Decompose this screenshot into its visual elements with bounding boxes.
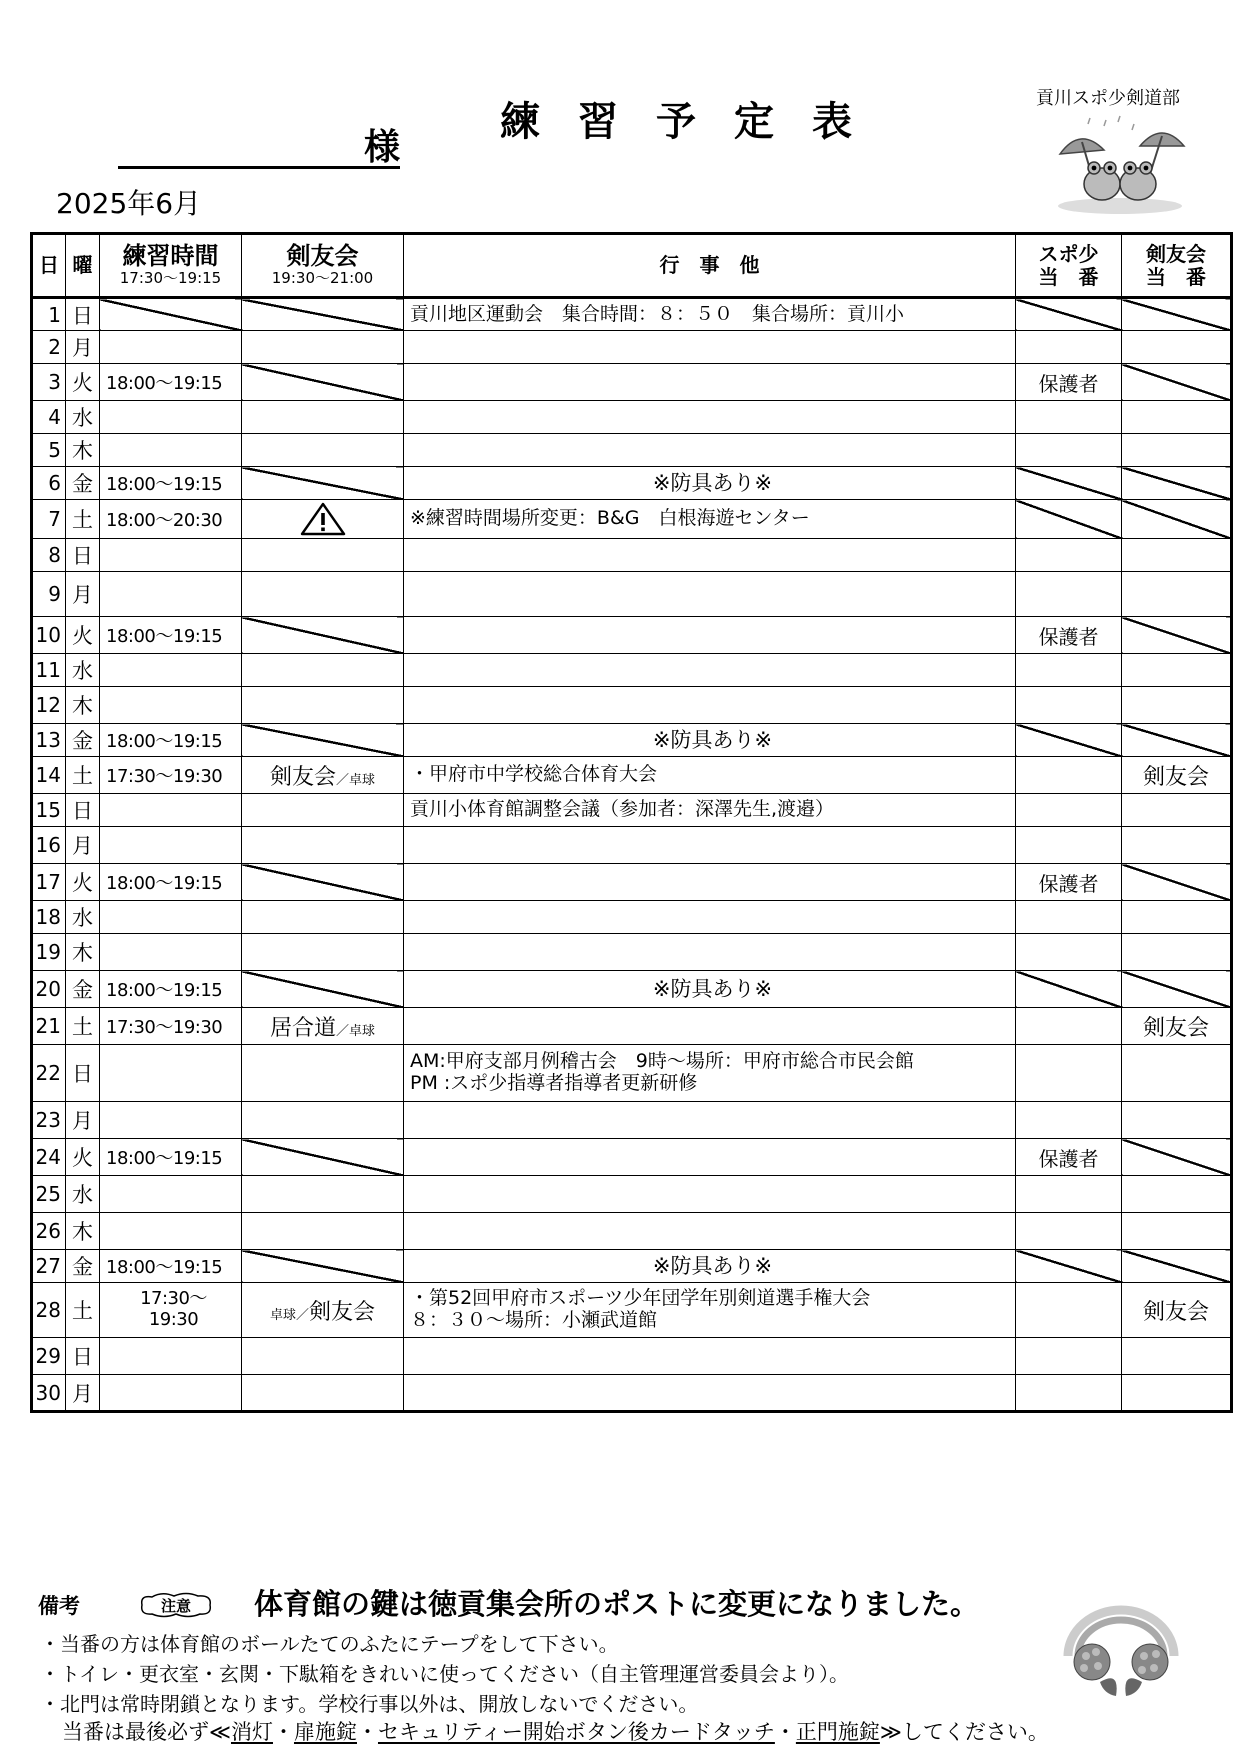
practice-time: 18:00～19:15: [100, 971, 242, 1008]
kenyu-duty-cell: [1122, 434, 1232, 467]
weekday: 日: [66, 1045, 100, 1102]
kenyu-kai-cell: [242, 434, 404, 467]
recipient-suffix: 様: [363, 127, 400, 168]
weekday: 木: [66, 934, 100, 971]
supo-duty-cell: [1016, 401, 1122, 434]
practice-time: [100, 687, 242, 724]
weekday: 月: [66, 1102, 100, 1139]
event-cell: [404, 1008, 1016, 1045]
kenyu-duty-cell: [1122, 934, 1232, 971]
kenyu-kai-sub: ／卓球: [336, 1023, 376, 1039]
kenyu-kai-cell: [242, 1139, 404, 1176]
practice-time: [100, 331, 242, 364]
event-cell: [404, 364, 1016, 401]
schedule-row: [32, 1139, 1232, 1176]
schedule-row: [32, 827, 1232, 864]
schedule-row: [32, 757, 1232, 794]
kenyu-duty-cell: 剣友会: [1122, 1008, 1232, 1045]
event-cell: [404, 572, 1016, 617]
practice-time: [100, 434, 242, 467]
kenyu-duty-cell: [1122, 971, 1232, 1008]
practice-time: [100, 1338, 242, 1375]
kenyu-kai-cell: [242, 864, 404, 901]
kenyu-duty-cell: [1122, 1213, 1232, 1250]
weekday: 火: [66, 864, 100, 901]
kenyu-kai-cell: [242, 971, 404, 1008]
weekday: 月: [66, 827, 100, 864]
kenyu-kai-cell: [242, 1176, 404, 1213]
weekday: 金: [66, 971, 100, 1008]
header-weekday: 曜: [66, 234, 100, 298]
schedule-row: [32, 724, 1232, 757]
weekday: 金: [66, 724, 100, 757]
practice-time: 17:30～19:30: [100, 757, 242, 794]
supo-duty-cell: [1016, 298, 1122, 331]
day-number: 27: [32, 1250, 66, 1283]
weekday: 水: [66, 654, 100, 687]
supo-duty-cell: [1016, 1338, 1122, 1375]
kenyu-kai-cell: [242, 401, 404, 434]
supo-duty-cell: [1016, 757, 1122, 794]
kenyu-kai-cell: [242, 1283, 404, 1338]
practice-time: [100, 572, 242, 617]
kenyu-duty-cell: [1122, 1250, 1232, 1283]
event-cell: [404, 654, 1016, 687]
practice-time: [100, 298, 242, 331]
practice-time: [100, 1102, 242, 1139]
kenyu-kai-cell: [242, 572, 404, 617]
schedule-row: [32, 1250, 1232, 1283]
weekday: 木: [66, 434, 100, 467]
kenyu-duty-cell: [1122, 331, 1232, 364]
event-line-2: ８：３０～場所：小瀬武道館: [410, 1309, 658, 1331]
kenyu-duty-cell: [1122, 539, 1232, 572]
schedule-row: [32, 654, 1232, 687]
event-cell: [404, 1045, 1016, 1102]
schedule-row: [32, 500, 1232, 539]
day-number: 11: [32, 654, 66, 687]
supo-duty-cell: [1016, 331, 1122, 364]
weekday: 火: [66, 1139, 100, 1176]
supo-duty-cell: [1016, 827, 1122, 864]
event-cell: [404, 934, 1016, 971]
event-cell: [404, 539, 1016, 572]
kenyu-kai-main: 剣友会: [269, 764, 336, 790]
table-header-row: [32, 234, 1232, 298]
kenyu-duty-cell: 剣友会: [1122, 757, 1232, 794]
day-number: 9: [32, 572, 66, 617]
day-number: 28: [32, 1283, 66, 1338]
supo-duty-cell: [1016, 687, 1122, 724]
kenyu-duty-cell: [1122, 794, 1232, 827]
schedule-row: [32, 934, 1232, 971]
practice-time: 18:00～19:15: [100, 467, 242, 500]
kenyu-kai-cell: [242, 757, 404, 794]
kenyu-duty-cell: [1122, 827, 1232, 864]
note-line-1: ・当番の方は体育館のボールたてのふたにテープをして下さい。: [40, 1632, 619, 1656]
kenyu-kai-cell: [242, 500, 404, 539]
practice-time: [100, 1045, 242, 1102]
practice-time: 18:00～19:15: [100, 364, 242, 401]
kenyu-duty-cell: [1122, 901, 1232, 934]
caution-stamp-text: 注意: [160, 1597, 192, 1615]
header-practice-time-range: 17:30～19:15: [119, 269, 222, 288]
schedule-row: [32, 687, 1232, 724]
kenyu-kai-cell: [242, 794, 404, 827]
supo-duty-cell: [1016, 654, 1122, 687]
supo-duty-cell: 保護者: [1016, 1139, 1122, 1176]
schedule-row: [32, 401, 1232, 434]
practice-time: 18:00～19:15: [100, 1250, 242, 1283]
day-number: 29: [32, 1338, 66, 1375]
supo-duty-cell: [1016, 572, 1122, 617]
event-cell: ※練習時間場所変更：B&G 白根海遊センター: [404, 500, 1016, 539]
notes-headline: 体育館の鍵は徳貢集会所のポストに変更になりました。: [254, 1587, 980, 1621]
event-cell: [404, 1375, 1016, 1412]
kenyu-kai-cell: [242, 724, 404, 757]
practice-time: [100, 901, 242, 934]
page-title: 練習予定表: [500, 99, 890, 145]
schedule-row: [32, 1008, 1232, 1045]
kenyu-duty-cell: [1122, 864, 1232, 901]
day-number: 17: [32, 864, 66, 901]
supo-duty-cell: [1016, 794, 1122, 827]
schedule-row: [32, 1102, 1232, 1139]
kenyu-duty-cell: [1122, 1338, 1232, 1375]
weekday: 土: [66, 1008, 100, 1045]
header-kenyu-kai: [242, 234, 404, 298]
weekday: 水: [66, 1176, 100, 1213]
kenyu-kai-main: 居合道: [269, 1015, 336, 1041]
event-cell: [404, 1283, 1016, 1338]
day-number: 22: [32, 1045, 66, 1102]
day-number: 24: [32, 1139, 66, 1176]
schedule-row: [32, 1338, 1232, 1375]
day-number: 30: [32, 1375, 66, 1412]
kenyu-kai-cell: [242, 298, 404, 331]
kenyu-duty-cell: 剣友会: [1122, 1283, 1232, 1338]
header-supo-duty: スポ少 当 番: [1016, 234, 1122, 298]
practice-time: [100, 1375, 242, 1412]
event-cell: 貢川地区運動会 集合時間：８：５０ 集合場所：貢川小: [404, 298, 1016, 331]
kenyu-kai-cell: [242, 1375, 404, 1412]
supo-duty-cell: [1016, 1102, 1122, 1139]
day-number: 4: [32, 401, 66, 434]
schedule-row: [32, 434, 1232, 467]
kenyu-duty-cell: [1122, 1045, 1232, 1102]
note-lights-off: 消灯: [230, 1720, 273, 1744]
kenyu-duty-cell: [1122, 401, 1232, 434]
note-lock-main-gate: 正門施錠: [795, 1720, 880, 1744]
practice-time: [100, 401, 242, 434]
practice-time: 17:30～19:30: [100, 1008, 242, 1045]
kenyu-kai-cell: [242, 1338, 404, 1375]
kenyu-kai-sub: 卓球／: [269, 1307, 309, 1323]
notes-label: 備考: [38, 1594, 80, 1618]
club-name: 貢川スポ少剣道部: [1036, 88, 1180, 109]
recipient-name-line: [118, 118, 400, 169]
practice-time: [100, 934, 242, 971]
header-kenyu-kai-range: 19:30～21:00: [271, 269, 374, 288]
day-number: 20: [32, 971, 66, 1008]
kenyu-duty-cell: [1122, 500, 1232, 539]
supo-duty-cell: [1016, 1008, 1122, 1045]
note-security-card: セキュリティー開始ボタン後カードタッチ: [377, 1720, 775, 1744]
day-number: 12: [32, 687, 66, 724]
header-kenyu-kai-label: 剣友会: [286, 241, 359, 270]
note-line-2: ・トイレ・更衣室・玄関・下駄箱をきれいに使ってください（自主管理運営委員会より）。: [40, 1662, 849, 1686]
weekday: 木: [66, 687, 100, 724]
event-cell: [404, 1139, 1016, 1176]
kenyu-kai-cell: [242, 687, 404, 724]
note-line-3: ・北門は常時閉鎖となります。学校行事以外は、開放しないでください。: [40, 1692, 699, 1716]
schedule-row: [32, 298, 1232, 331]
event-cell: ※防具あり※: [404, 1250, 1016, 1283]
warning-icon: [299, 501, 347, 537]
practice-time: 18:00～20:30: [100, 500, 242, 539]
weekday: 月: [66, 331, 100, 364]
day-number: 21: [32, 1008, 66, 1045]
supo-duty-cell: [1016, 467, 1122, 500]
practice-time: 18:00～19:15: [100, 1139, 242, 1176]
practice-time-start: 17:30～: [140, 1288, 207, 1310]
kenyu-duty-cell: [1122, 572, 1232, 617]
hydrangea-rainbow-illustration: [1060, 1600, 1182, 1702]
kenyu-duty-cell: [1122, 467, 1232, 500]
practice-time: 18:00～19:15: [100, 864, 242, 901]
weekday: 土: [66, 1283, 100, 1338]
day-number: 19: [32, 934, 66, 971]
event-line-2: PM :スポ少指導者指導者更新研修: [410, 1072, 698, 1094]
weekday: 火: [66, 617, 100, 654]
schedule-row: [32, 1213, 1232, 1250]
practice-time: [100, 539, 242, 572]
supo-duty-cell: [1016, 901, 1122, 934]
event-cell: [404, 1102, 1016, 1139]
day-number: 6: [32, 467, 66, 500]
event-cell: [404, 687, 1016, 724]
kenyu-duty-cell: [1122, 654, 1232, 687]
kenyu-duty-cell: [1122, 1176, 1232, 1213]
schedule-row: [32, 794, 1232, 827]
practice-time-end: 19:30: [148, 1309, 199, 1330]
day-number: 16: [32, 827, 66, 864]
event-cell: [404, 401, 1016, 434]
day-number: 14: [32, 757, 66, 794]
practice-schedule-table: [30, 232, 1233, 1413]
event-cell: [404, 901, 1016, 934]
supo-duty-cell: [1016, 724, 1122, 757]
event-cell: [404, 331, 1016, 364]
day-number: 23: [32, 1102, 66, 1139]
day-number: 8: [32, 539, 66, 572]
supo-duty-cell: [1016, 500, 1122, 539]
event-cell: 貢川小体育館調整会議（参加者：深澤先生,渡邉）: [404, 794, 1016, 827]
day-number: 15: [32, 794, 66, 827]
event-cell: ※防具あり※: [404, 724, 1016, 757]
kenyu-kai-cell: [242, 331, 404, 364]
practice-time: [100, 1176, 242, 1213]
supo-duty-cell: [1016, 434, 1122, 467]
caution-stamp-graphic: [138, 1591, 214, 1619]
kenyu-duty-cell: [1122, 724, 1232, 757]
event-cell: [404, 1176, 1016, 1213]
event-cell: ・甲府市中学校総合体育大会: [404, 757, 1016, 794]
supo-duty-cell: 保護者: [1016, 617, 1122, 654]
supo-duty-cell: [1016, 1045, 1122, 1102]
event-cell: [404, 617, 1016, 654]
kenyu-kai-cell: [242, 1045, 404, 1102]
practice-time: [100, 794, 242, 827]
event-line-1: ・第52回甲府市スポーツ少年団学年別剣道選手権大会: [410, 1287, 871, 1310]
day-number: 2: [32, 331, 66, 364]
kenyu-kai-cell: [242, 467, 404, 500]
schedule-row: [32, 539, 1232, 572]
schedule-row: [32, 331, 1232, 364]
day-number: 7: [32, 500, 66, 539]
weekday: 月: [66, 1375, 100, 1412]
practice-time: [100, 1283, 242, 1338]
weekday: 木: [66, 1213, 100, 1250]
supo-duty-cell: [1016, 1283, 1122, 1338]
weekday: 日: [66, 794, 100, 827]
kenyu-duty-cell: [1122, 298, 1232, 331]
practice-time: 18:00～19:15: [100, 617, 242, 654]
kenyu-kai-cell: [242, 934, 404, 971]
day-number: 3: [32, 364, 66, 401]
practice-time: [100, 1213, 242, 1250]
event-line-1: AM:甲府支部月例稽古会 9時～場所：甲府市総合市民会館: [410, 1050, 914, 1073]
note-line-4: 当番は最後必ず≪消灯・扉施錠・セキュリティー開始ボタン後カードタッチ・正門施錠≫してください。: [62, 1720, 1049, 1744]
event-cell: [404, 1213, 1016, 1250]
event-cell: ※防具あり※: [404, 467, 1016, 500]
schedule-row: [32, 1176, 1232, 1213]
kenyu-kai-sub: ／卓球: [336, 772, 376, 788]
weekday: 水: [66, 401, 100, 434]
note-line-4-prefix: 当番は最後必ず≪: [62, 1720, 231, 1744]
kenyu-duty-cell: [1122, 687, 1232, 724]
kenyu-kai-cell: [242, 1008, 404, 1045]
weekday: 日: [66, 1338, 100, 1375]
practice-time: [100, 654, 242, 687]
event-cell: ※防具あり※: [404, 971, 1016, 1008]
weekday: 金: [66, 467, 100, 500]
schedule-row: [32, 1045, 1232, 1102]
kenyu-duty-cell: [1122, 1139, 1232, 1176]
supo-duty-cell: [1016, 1176, 1122, 1213]
header-kenyu-duty: 剣友会 当 番: [1122, 234, 1232, 298]
day-number: 25: [32, 1176, 66, 1213]
weekday: 月: [66, 572, 100, 617]
day-number: 10: [32, 617, 66, 654]
supo-duty-cell: [1016, 539, 1122, 572]
day-number: 26: [32, 1213, 66, 1250]
note-lock-doors: 扉施錠: [293, 1720, 357, 1744]
schedule-row: [32, 864, 1232, 901]
schedule-row: [32, 971, 1232, 1008]
kenyu-kai-cell: [242, 617, 404, 654]
schedule-month: 2025年6月: [56, 187, 202, 220]
weekday: 火: [66, 364, 100, 401]
supo-duty-cell: [1016, 1375, 1122, 1412]
schedule-row: [32, 1375, 1232, 1412]
event-cell: [404, 827, 1016, 864]
header-day: 日: [32, 234, 66, 298]
kenyu-kai-cell: [242, 654, 404, 687]
kenyu-kai-cell: [242, 364, 404, 401]
event-cell: [404, 1338, 1016, 1375]
frog-umbrella-illustration: [1050, 114, 1190, 216]
supo-duty-cell: 保護者: [1016, 364, 1122, 401]
supo-duty-cell: [1016, 1213, 1122, 1250]
kenyu-kai-main: 剣友会: [309, 1299, 376, 1325]
supo-duty-cell: [1016, 1250, 1122, 1283]
weekday: 日: [66, 539, 100, 572]
kenyu-duty-cell: [1122, 617, 1232, 654]
kenyu-kai-cell: [242, 827, 404, 864]
weekday: 金: [66, 1250, 100, 1283]
weekday: 土: [66, 757, 100, 794]
supo-duty-cell: [1016, 971, 1122, 1008]
event-cell: [404, 864, 1016, 901]
kenyu-kai-cell: [242, 539, 404, 572]
event-cell: [404, 434, 1016, 467]
schedule-row: [32, 1283, 1232, 1338]
practice-time: [100, 827, 242, 864]
schedule-row: [32, 617, 1232, 654]
kenyu-kai-cell: [242, 1250, 404, 1283]
header-events: 行 事 他: [404, 234, 1016, 298]
kenyu-duty-cell: [1122, 1102, 1232, 1139]
header-practice-time-label: 練習時間: [122, 241, 219, 270]
day-number: 5: [32, 434, 66, 467]
practice-time: 18:00～19:15: [100, 724, 242, 757]
kenyu-kai-cell: [242, 1102, 404, 1139]
kenyu-duty-cell: [1122, 1375, 1232, 1412]
weekday: 水: [66, 901, 100, 934]
day-number: 1: [32, 298, 66, 331]
header-practice-time: [100, 234, 242, 298]
schedule-row: [32, 467, 1232, 500]
weekday: 土: [66, 500, 100, 539]
schedule-row: [32, 572, 1232, 617]
schedule-row: [32, 901, 1232, 934]
schedule-row: [32, 364, 1232, 401]
day-number: 13: [32, 724, 66, 757]
kenyu-kai-cell: [242, 1213, 404, 1250]
supo-duty-cell: 保護者: [1016, 864, 1122, 901]
supo-duty-cell: [1016, 934, 1122, 971]
day-number: 18: [32, 901, 66, 934]
kenyu-duty-cell: [1122, 364, 1232, 401]
weekday: 日: [66, 298, 100, 331]
kenyu-kai-cell: [242, 901, 404, 934]
